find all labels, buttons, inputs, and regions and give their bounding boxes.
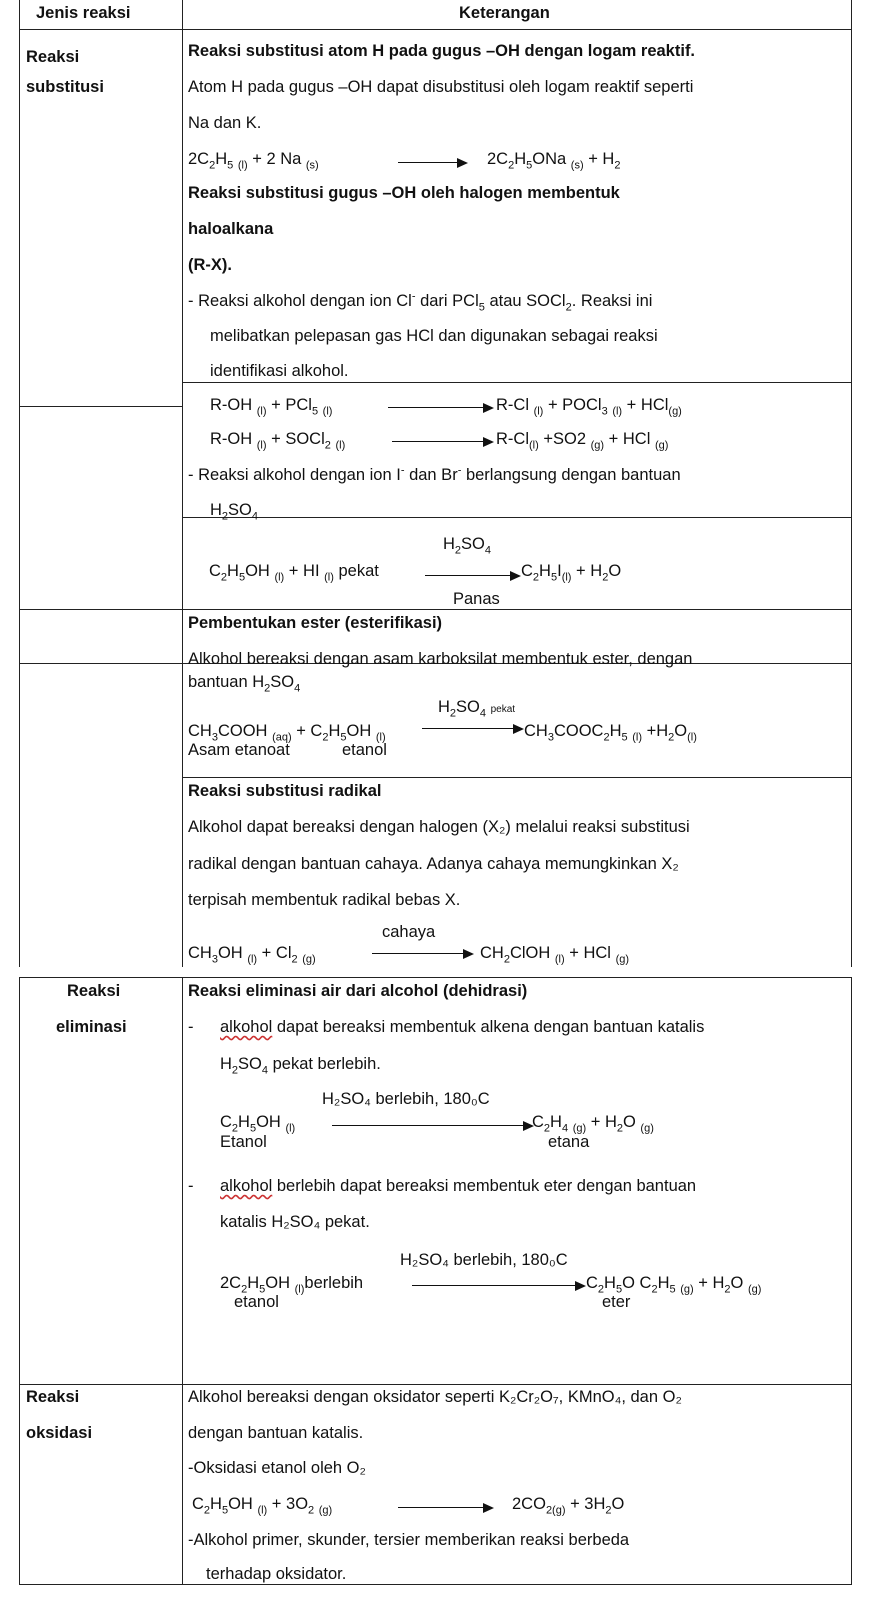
row-divider [20,1384,851,1385]
reaction-arrow [388,407,492,408]
reaction-arrow [422,728,522,729]
column-divider [182,0,183,663]
reaction-table-bottom [19,977,852,1585]
text-line: bantuan $H_2SO_4$ [188,673,301,695]
equation-radikal: $CH_3OH$ $_{(l)} + Cl_2$ $_{(g)}$ [188,944,316,966]
text-line: terhadap oksidator. [206,1565,347,1583]
bullet-dash: - [188,1018,194,1036]
equation-eter-product: $C_2H_5O$ $C_2H_5$ $_{(g)} + H_2O$ $_{(g)}$ [586,1274,762,1296]
label-reaksi: Reaksi [26,1388,80,1406]
text-line: Alkohol bereaksi dengan oksidator seperti K₂Cr₂O₇, KMnO₄, dan O₂ [188,1388,682,1406]
equation-pcl5: R-OH $_{(l)}$ + PCl$_5$ $_{(l)}$ [210,396,333,418]
text-line: melibatkan pelepasan gas HCl dan digunakan sebagai reaksi [210,327,658,345]
compound-name: Etanol [220,1133,267,1151]
text-line: radikal dengan bantuan cahaya. Adanya cahaya memungkinkan X₂ [188,855,679,873]
section-title-ester: Pembentukan ester (esterifikasi) [188,614,443,632]
equation-socl2: R-OH $_{(l)}$ + SOCl$_2$ $_{(l)}$ [210,430,346,452]
compound-name: eter [602,1293,631,1311]
compound-name: etanol [234,1293,279,1311]
text-line: -Alkohol primer, skunder, tersier memberikan reaksi berbeda [188,1531,630,1549]
equation-radikal-product: $CH_2ClOH$ $_{(l)}$ + HCl $_{(g)}$ [480,944,630,966]
header-jenis-reaksi: Jenis reaksi [36,4,131,22]
text-line: $H_2SO_4$ pekat berlebih. [220,1055,381,1077]
reaction-table-top [19,0,852,664]
bullet-eter: alkohol berlebih dapat bereaksi membentuk eter dengan bantuan [220,1177,697,1195]
condition-h2so4-berlebih: H₂SO₄ berlebih, 180₀C [400,1251,568,1269]
reaction-arrow [398,1507,492,1508]
section-title-h-substitution: Reaksi substitusi atom H pada gugus –OH dengan logam reaktif. [188,42,696,60]
equation-sodium: $2C_2H_5$ $_{(l)}$ + 2 Na $_{(s)}$ [188,150,319,172]
text-line: -Oksidasi etanol oleh O₂ [188,1459,366,1477]
section-title-eliminasi: Reaksi eliminasi air dari alcohol (dehidrasi) [188,982,528,1000]
text-line: dengan bantuan katalis. [188,1424,364,1442]
catalyst-h2so4: $H_2SO_4$ [210,501,259,523]
text-line: identifikasi alkohol. [210,362,349,380]
row-divider [182,517,851,518]
row-divider [20,406,182,407]
bullet-chloride: - Reaksi alkohol dengan ion Cl- dari PCl$_5$ atau SOCl$_2$. Reaksi ini [188,290,653,314]
equation-socl2-product: $R-Cl_{(l)} +SO2$ $_{(g)}$ + HCl $_{(g)}$ [496,430,669,452]
reaction-arrow [332,1125,532,1126]
equation-ester: $CH_3COOH$ $_{(aq)} + C_2H_5OH$ $_{(l)}$ [188,722,386,744]
equation-alkena-product: $C_2H_4$ $_{(g)} + H_2O$ $_{(g)}$ [532,1113,654,1135]
equation-sodium-product: $2C_2H_5ONa$ $_{(s)} + H_2$ [487,150,621,172]
section-title-halogen: haloalkana [188,220,274,238]
reaction-arrow [412,1285,584,1286]
section-title-halogen: Reaksi substitusi gugus –OH oleh halogen membentuk [188,184,620,202]
row-divider [182,777,851,778]
label-reaksi: Reaksi [67,982,121,1000]
equation-alkena: $C_2H_5OH$ $_{(l)}$ [220,1113,296,1135]
section-title-halogen: (R-X). [188,256,232,274]
equation-oksidasi-product: $2CO_{2(g)} + 3H_2O$ [512,1495,625,1517]
equation-ester-product: $CH_3COOC_2H_5$ $_{(l)} +H_2O_{(l)}$ [524,722,697,744]
label-substitusi: substitusi [26,78,104,96]
column-divider [182,978,183,1584]
row-divider [20,29,851,30]
row-divider [182,382,851,383]
reaction-arrow [372,953,472,954]
label-oksidasi: oksidasi [26,1424,93,1442]
text-line: katalis H₂SO₄ pekat. [220,1213,370,1231]
condition-h2so4-berlebih: H₂SO₄ berlebih, 180₀C [322,1090,490,1108]
reaction-table-ester-radikal [19,609,852,967]
condition-h2so4-pekat: $H_2SO_4$ pekat [438,698,516,720]
section-title-radikal: Reaksi substitusi radikal [188,782,382,800]
text-line: terpisah membentuk radikal bebas X. [188,891,461,909]
label-eliminasi: eliminasi [56,1018,127,1036]
text-line: Na dan K. [188,114,262,132]
label-reaksi: Reaksi [26,48,80,66]
table-gap [0,967,871,977]
bullet-iodide-bromide: - Reaksi alkohol dengan ion I- dan Br- berlangsung dengan bantuan [188,464,681,484]
equation-hi: $C_2H_5OH$ $_{(l)}$ + HI $_{(l)}$ pekat [209,562,379,584]
compound-name: etanol [342,741,387,759]
compound-name: etana [548,1133,590,1151]
bullet-alkena: alkohol dapat bereaksi membentuk alkena dengan bantuan katalis [220,1018,705,1036]
equation-hi-product: $C_2H_5I_{(l)} + H_2O$ [521,562,622,584]
condition-h2so4: $H_2SO_4$ [443,535,492,557]
condition-cahaya: cahaya [382,923,436,941]
reaction-arrow [398,162,466,163]
compound-name: Asam etanoat [188,741,290,759]
text-line: Alkohol bereaksi dengan asam karboksilat membentuk ester, dengan [188,650,693,668]
condition-panas: Panas [453,590,500,608]
header-keterangan: Keterangan [459,4,550,22]
text-line: Atom H pada gugus –OH dapat disubstitusi oleh logam reaktif seperti [188,78,694,96]
equation-oksidasi: $C_2H_5OH$ $_{(l)} + 3O_2$ $_{(g)}$ [192,1495,333,1517]
column-divider [182,610,183,967]
reaction-arrow [392,441,492,442]
equation-eter: $2C_2H_5OH$ $_{(l)}$berlebih [220,1274,364,1296]
equation-pcl5-product: R-Cl $_{(l)}$ + POCl$_3$ $_{(l)}$ + HCl$_{(g)}$ [496,396,682,418]
bullet-dash: - [188,1177,194,1195]
text-line: Alkohol dapat bereaksi dengan halogen (X₂) melalui reaksi substitusi [188,818,690,836]
